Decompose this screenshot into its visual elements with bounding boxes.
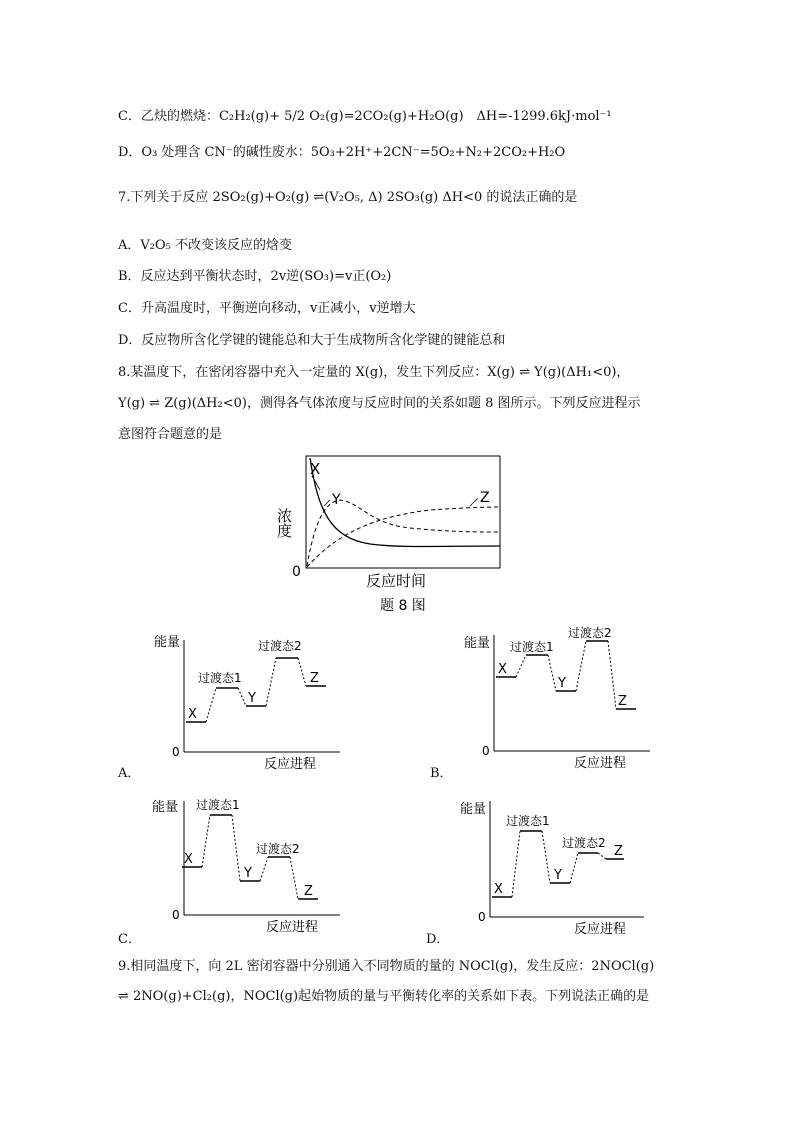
svg-text:反应进程: 反应进程 (266, 920, 319, 935)
svg-text:0: 0 (482, 744, 490, 758)
svg-text:过渡态2: 过渡态2 (256, 842, 300, 856)
svg-text:过渡态1: 过渡态1 (510, 640, 554, 654)
svg-text:X: X (188, 707, 197, 722)
svg-text:0: 0 (172, 745, 180, 759)
svg-text:0: 0 (478, 910, 486, 924)
svg-text:过渡态2: 过渡态2 (562, 836, 606, 850)
svg-text:过渡态1: 过渡态1 (196, 798, 240, 812)
question-9-line2: ⇌ 2NO(g)+Cl₂(g)，NOCl(g)起始物质的量与平衡转化率的关系如下表。下列说法正确的是 (118, 989, 650, 1004)
axis-ylabel: 浓度 (275, 508, 293, 538)
q7-option-d: D．反应物所含化学键的键能总和大于生成物所含化学键的键能总和 (118, 333, 506, 348)
question-8-line2: Y(g) ⇌ Z(g)(ΔH₂<0)，测得各气体浓度与反应时间的关系如题 8 图所示。下列反应进程示 (118, 396, 641, 411)
svg-text:Z: Z (618, 694, 627, 709)
option-d-q6: D．O₃ 处理含 CN⁻的碱性废水：5O₃+2H⁺+2CN⁻=5O₂+N₂+2CO₂+H₂O (118, 145, 566, 160)
axis-origin: 0 (292, 564, 301, 580)
svg-text:Z: Z (310, 671, 319, 686)
svg-text:Y: Y (558, 676, 566, 691)
option-a-label: A． (118, 766, 141, 781)
svg-text:能量: 能量 (460, 802, 487, 817)
svg-text:反应进程: 反应进程 (574, 756, 627, 771)
q7-option-c: C．升高温度时，平衡逆向移动，v正减小，v逆增大 (118, 301, 416, 316)
svg-text:X: X (494, 882, 503, 897)
svg-text:Y: Y (554, 868, 562, 883)
svg-text:X: X (498, 662, 507, 677)
svg-text:Y: Y (244, 866, 252, 881)
option-c-label: C． (118, 932, 141, 947)
svg-text:能量: 能量 (154, 635, 181, 650)
svg-text:反应进程: 反应进程 (264, 757, 317, 772)
svg-text:反应进程: 反应进程 (574, 922, 627, 937)
figure-caption: 题 8 图 (380, 598, 426, 614)
energy-diagram-d (458, 795, 658, 940)
svg-text:Z: Z (304, 884, 313, 899)
axis-xlabel: 反应时间 (366, 572, 427, 590)
label-x: X (310, 460, 321, 478)
label-y: Y (332, 492, 341, 508)
figure-8-concentration-plot (270, 450, 510, 620)
question-7: 7.下列关于反应 2SO₂(g)+O₂(g) ⇌(V₂O₅, Δ) 2SO₃(g) ΔH<0 的说法正确的是 (118, 190, 578, 205)
svg-text:X: X (184, 852, 193, 867)
curve-z (307, 507, 500, 567)
energy-diagram-c (150, 795, 350, 940)
svg-text:过渡态1: 过渡态1 (506, 814, 550, 828)
question-9-line1: 9.相同温度下，向 2L 密闭容器中分别通入不同物质的量的 NOCl(g)，发生反应：2NOCl(g) (118, 959, 655, 974)
label-z: Z (480, 490, 490, 506)
svg-text:过渡态2: 过渡态2 (258, 639, 302, 653)
q7-option-b: B．反应达到平衡状态时，2v逆(SO₃)=v正(O₂) (118, 269, 392, 284)
svg-text:能量: 能量 (152, 800, 179, 815)
question-8-line3: 意图符合题意的是 (118, 427, 223, 442)
svg-text:0: 0 (172, 908, 180, 922)
svg-text:能量: 能量 (464, 636, 491, 651)
option-c-q6: C．乙炔的燃烧：C₂H₂(g)+ 5/2 O₂(g)=2CO₂(g)+H₂O(g) ΔH=-1299.6kJ·mol⁻¹ (118, 109, 612, 124)
curve-y (307, 500, 500, 566)
option-b-label: B． (430, 766, 453, 781)
svg-text:过渡态1: 过渡态1 (198, 671, 242, 685)
svg-text:过渡态2: 过渡态2 (568, 626, 612, 640)
option-d-label: D． (426, 932, 450, 947)
svg-text:Z: Z (614, 844, 623, 859)
question-8-line1: 8.某温度下，在密闭容器中充入一定量的 X(g)，发生下列反应：X(g) ⇌ Y(g)(ΔH₁<0)， (118, 365, 630, 380)
energy-diagram-b (460, 625, 660, 775)
q7-option-a: A．V₂O₅ 不改变该反应的焓变 (118, 238, 292, 253)
energy-diagram-a (150, 630, 350, 780)
svg-text:Y: Y (248, 691, 256, 706)
